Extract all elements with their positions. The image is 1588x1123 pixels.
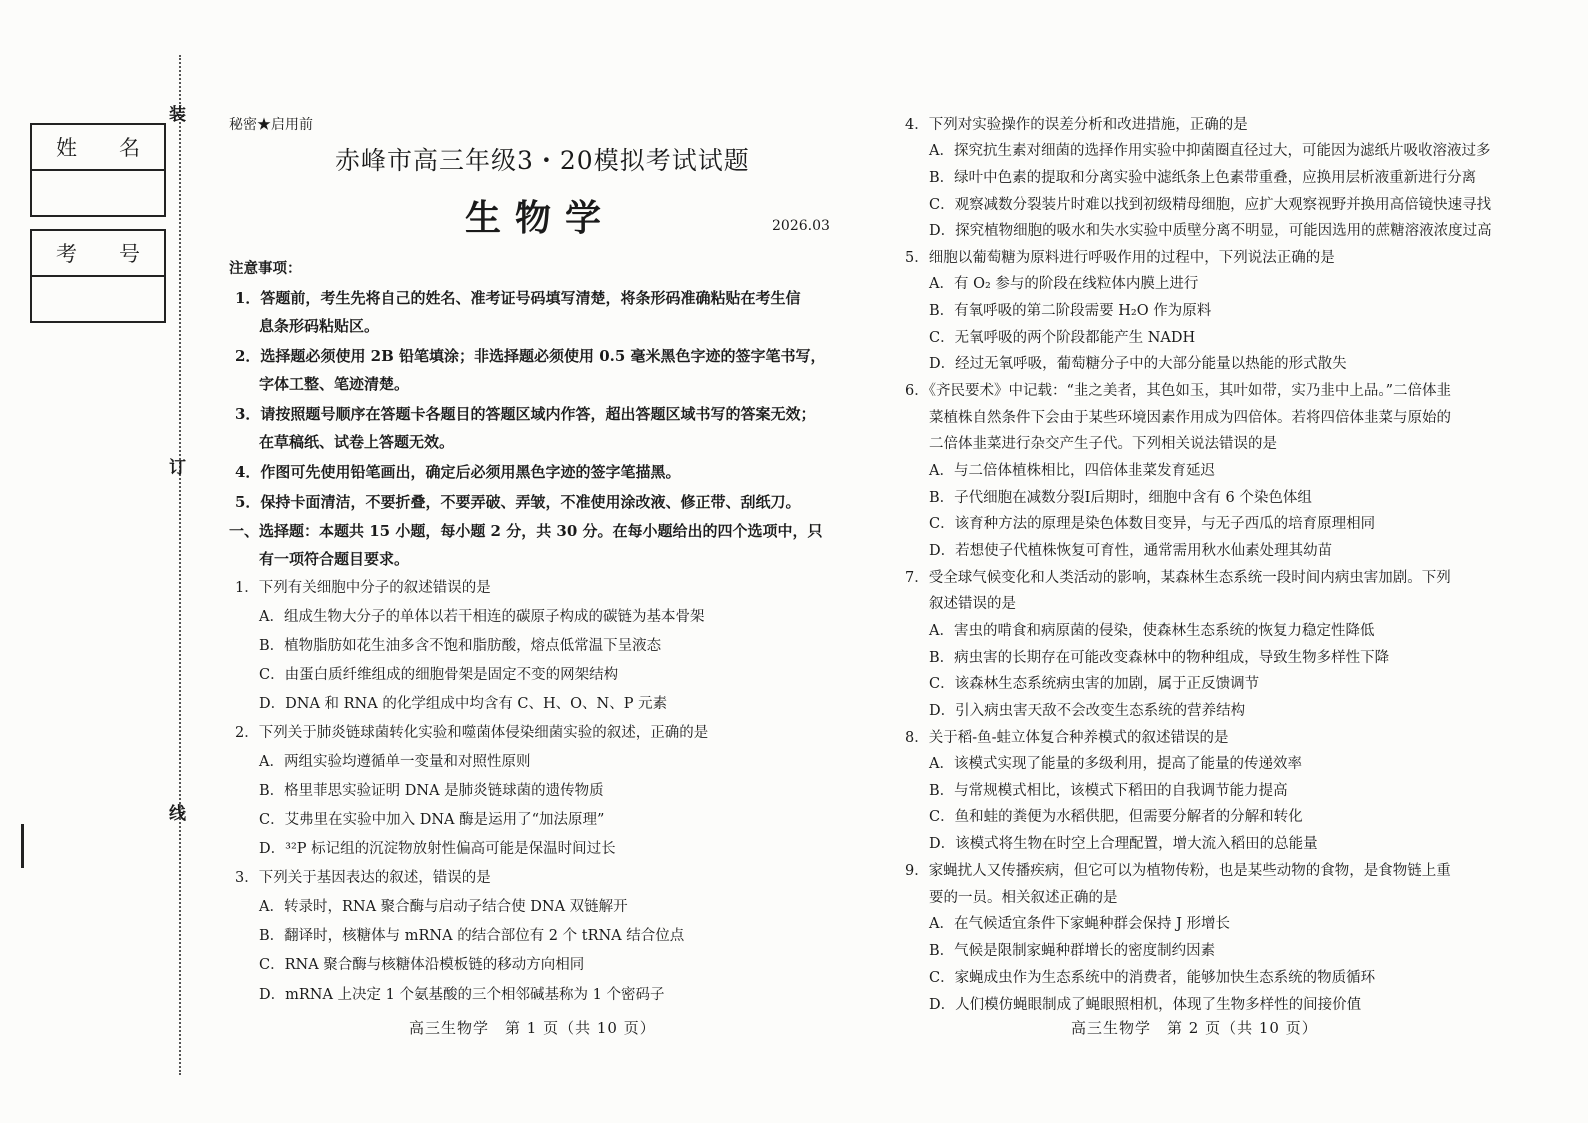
question-7-stem-cont: 叙述错误的是	[929, 596, 1016, 612]
question-4-option-b: B．绿叶中色素的提取和分离实验中滤纸条上色素带重叠，应换用层析液重新进行分离	[929, 170, 1477, 186]
binding-dotted-line	[179, 55, 181, 1075]
question-8-option-a: A．该模式实现了能量的多级利用，提高了能量的传递效率	[929, 756, 1302, 772]
notice-line: 息条形码粘贴区。	[259, 317, 380, 335]
question-8-option-c: C．鱼和蛙的粪便为水稻供肥，但需要分解者的分解和转化	[929, 809, 1303, 825]
question-9-stem-cont: 要的一员。相关叙述正确的是	[929, 890, 1118, 906]
notice-heading: 注意事项：	[229, 260, 302, 277]
question-8-option-b: B．与常规模式相比，该模式下稻田的自我调节能力提高	[929, 783, 1288, 799]
question-7-option-c: C．该森林生态系统病虫害的加剧，属于正反馈调节	[929, 676, 1260, 692]
question-2-option-d: D．³²P 标记组的沉淀物放射性偏高可能是保温时间过长	[259, 841, 616, 857]
notice-line: 5．保持卡面清洁，不要折叠，不要弄破、弄皱，不准使用涂改液、修正带、刮纸刀。	[235, 493, 801, 511]
question-9-stem: 9．家蝇扰人又传播疾病，但它可以为植物传粉，也是某些动物的食物，是食物链上重	[905, 863, 1451, 879]
question-5-stem: 5．细胞以葡萄糖为原料进行呼吸作用的过程中，下列说法正确的是	[905, 250, 1335, 266]
exam-number-box	[30, 229, 166, 323]
exam-number-label: 考 号	[32, 231, 164, 277]
binding-label-ding: 订	[169, 458, 186, 478]
question-4-option-a: A．探究抗生素对细菌的选择作用实验中抑菌圈直径过大，可能因为滤纸片吸收溶液过多	[929, 143, 1491, 159]
section-heading: 一、选择题：本题共 15 小题，每小题 2 分，共 30 分。在每小题给出的四个选项中，只	[229, 522, 823, 540]
name-fill-area[interactable]	[32, 171, 164, 215]
question-3-option-d: D．mRNA 上决定 1 个氨基酸的三个相邻碱基称为 1 个密码子	[259, 987, 665, 1003]
question-7-option-b: B．病虫害的长期存在可能改变森林中的物种组成，导致生物多样性下降	[929, 650, 1390, 666]
question-6-stem: 6．《齐民要术》中记载：“韭之美者，其色如玉，其叶如带，实乃韭中上品。”二倍体韭	[905, 383, 1452, 399]
scan-mark	[21, 824, 24, 868]
question-2-option-a: A．两组实验均遵循单一变量和对照性原则	[259, 754, 531, 770]
question-3-stem: 3．下列关于基因表达的叙述，错误的是	[235, 870, 491, 886]
question-4-option-d: D．探究植物细胞的吸水和失水实验中质壁分离不明显，可能因选用的蔗糖溶液浓度过高	[929, 223, 1492, 239]
question-1-option-c: C．由蛋白质纤维组成的细胞骨架是固定不变的网架结构	[259, 667, 619, 683]
exam-number-fill-area[interactable]	[32, 277, 164, 321]
binding-label-xian: 线	[169, 804, 186, 824]
question-6-stem-cont: 菜植株自然条件下会由于某些环境因素作用成为四倍体。若将四倍体韭菜与原始的	[929, 410, 1451, 426]
notice-line: 3．请按照题号顺序在答题卡各题目的答题区域内作答，超出答题区域书写的答案无效；	[235, 405, 816, 423]
question-2-option-b: B．格里菲思实验证明 DNA 是肺炎链球菌的遗传物质	[259, 783, 604, 799]
question-7-stem: 7．受全球气候变化和人类活动的影响，某森林生态系统一段时间内病虫害加剧。下列	[905, 570, 1451, 586]
notice-line: 2．选择题必须使用 2B 铅笔填涂；非选择题必须使用 0.5 毫米黑色字迹的签字笔书写，	[235, 347, 826, 365]
question-5-option-c: C．无氧呼吸的两个阶段都能产生 NADH	[929, 330, 1196, 346]
name-box	[30, 123, 166, 217]
question-3-option-c: C．RNA 聚合酶与核糖体沿模板链的移动方向相同	[259, 957, 585, 973]
question-6-option-d: D．若想使子代植株恢复可育性，通常需用秋水仙素处理其幼苗	[929, 543, 1333, 559]
binding-label-zhuang: 装	[169, 105, 186, 125]
question-5-option-d: D．经过无氧呼吸，葡萄糖分子中的大部分能量以热能的形式散失	[929, 356, 1347, 372]
question-7-option-d: D．引入病虫害天敌不会改变生态系统的营养结构	[929, 703, 1246, 719]
notice-line: 字体工整、笔迹清楚。	[259, 375, 410, 393]
question-2-stem: 2．下列关于肺炎链球菌转化实验和噬菌体侵染细菌实验的叙述，正确的是	[235, 725, 709, 741]
page-1-footer: 高三生物学 第 1 页（共 10 页）	[409, 1019, 656, 1037]
question-3-option-b: B．翻译时，核糖体与 mRNA 的结合部位有 2 个 tRNA 结合位点	[259, 928, 685, 944]
question-1-option-a: A．组成生物大分子的单体以若干相连的碳原子构成的碳链为基本骨架	[259, 609, 705, 625]
question-8-stem: 8．关于稻-鱼-蛙立体复合种养模式的叙述错误的是	[905, 730, 1229, 746]
question-1-stem: 1．下列有关细胞中分子的叙述错误的是	[235, 580, 491, 596]
confidential-mark: 秘密★启用前	[229, 117, 313, 133]
subject-title: 生物学	[465, 197, 616, 239]
question-7-option-a: A．害虫的啃食和病原菌的侵染，使森林生态系统的恢复力稳定性降低	[929, 623, 1375, 639]
exam-title: 赤峰市高三年级3・20模拟考试试题	[335, 146, 750, 175]
question-4-option-c: C．观察减数分裂装片时难以找到初级精母细胞，应扩大观察视野并换用高倍镜快速寻找	[929, 197, 1492, 213]
section-heading: 有一项符合题目要求。	[259, 550, 410, 568]
notice-line: 1．答题前，考生先将自己的姓名、准考证号码填写清楚，将条形码准确粘贴在考生信	[235, 289, 801, 307]
question-5-option-b: B．有氧呼吸的第二阶段需要 H₂O 作为原料	[929, 303, 1212, 319]
question-9-option-c: C．家蝇成虫作为生态系统中的消费者，能够加快生态系统的物质循环	[929, 970, 1376, 986]
question-6-option-b: B．子代细胞在减数分裂Ⅰ后期时，细胞中含有 6 个染色体组	[929, 490, 1312, 506]
notice-line: 在草稿纸、试卷上答题无效。	[259, 433, 455, 451]
question-6-option-c: C．该育种方法的原理是染色体数目变异，与无子西瓜的培育原理相同	[929, 516, 1376, 532]
question-9-option-d: D．人们模仿蝇眼制成了蝇眼照相机，体现了生物多样性的间接价值	[929, 997, 1362, 1013]
notice-line: 4．作图可先使用铅笔画出，确定后必须用黑色字迹的签字笔描黑。	[235, 463, 681, 481]
question-5-option-a: A．有 O₂ 参与的阶段在线粒体内膜上进行	[929, 276, 1199, 292]
question-8-option-d: D．该模式将生物在时空上合理配置，增大流入稻田的总能量	[929, 836, 1318, 852]
question-1-option-b: B．植物脂肪如花生油多含不饱和脂肪酸，熔点低常温下呈液态	[259, 638, 662, 654]
page-2-footer: 高三生物学 第 2 页（共 10 页）	[1071, 1019, 1318, 1037]
question-6-option-a: A．与二倍体植株相比，四倍体韭菜发育延迟	[929, 463, 1215, 479]
exam-date: 2026.03	[772, 218, 830, 234]
question-6-stem-cont: 二倍体韭菜进行杂交产生子代。下列相关说法错误的是	[929, 436, 1277, 452]
question-9-option-a: A．在气候适宜条件下家蝇种群会保持 J 形增长	[929, 916, 1231, 932]
question-1-option-d: D．DNA 和 RNA 的化学组成中均含有 C、H、O、N、P 元素	[259, 696, 668, 712]
name-label: 姓 名	[32, 125, 164, 171]
question-9-option-b: B．气候是限制家蝇种群增长的密度制约因素	[929, 943, 1216, 959]
question-4-stem: 4．下列对实验操作的误差分析和改进措施，正确的是	[905, 117, 1248, 133]
question-3-option-a: A．转录时，RNA 聚合酶与启动子结合使 DNA 双链解开	[259, 899, 628, 915]
question-2-option-c: C．艾弗里在实验中加入 DNA 酶是运用了“加法原理”	[259, 812, 605, 828]
